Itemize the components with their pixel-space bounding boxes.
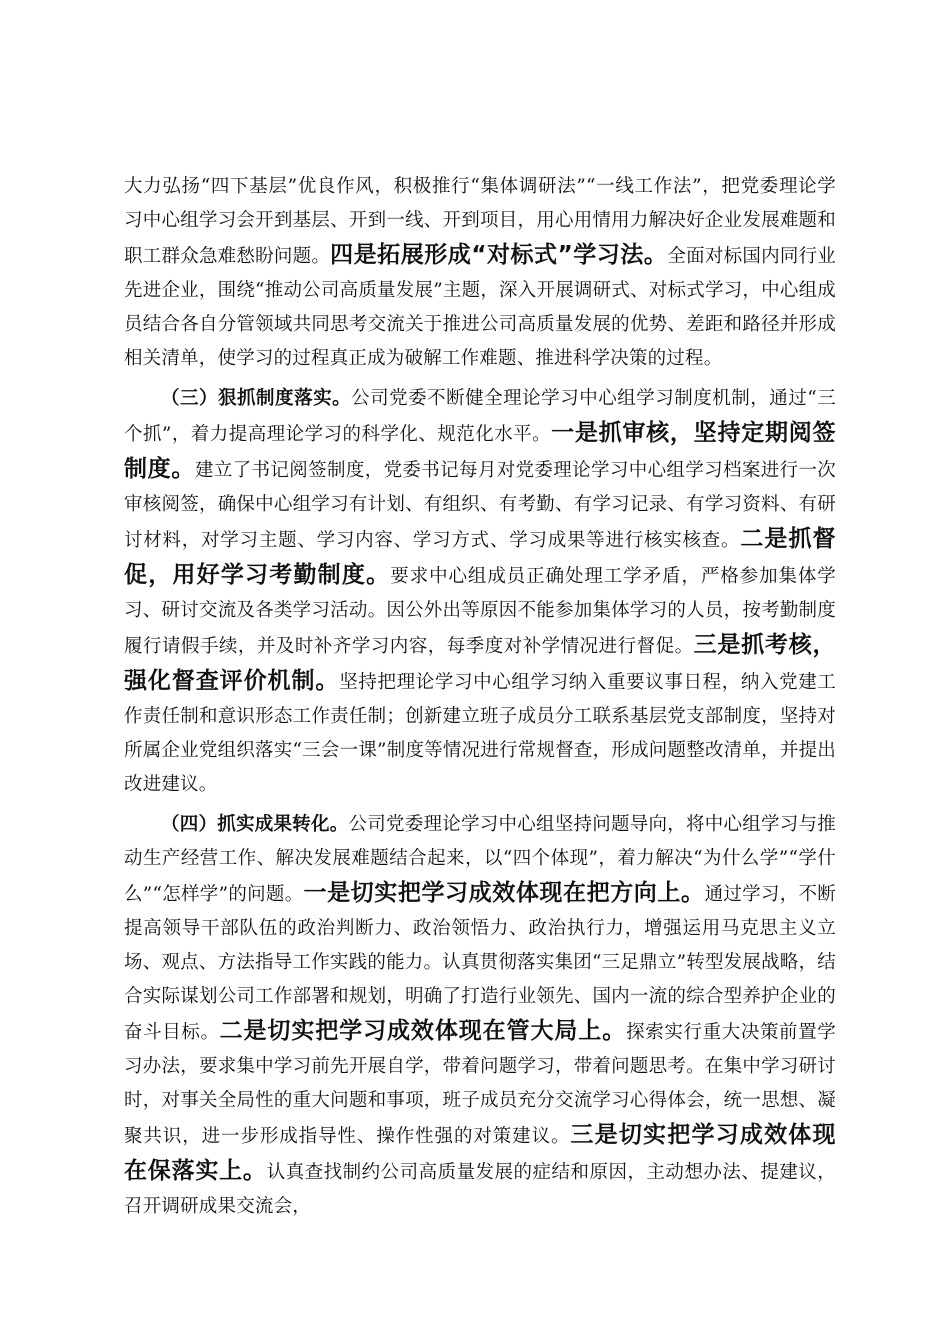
emphasized-point: 一是抓审核，坚持定期阅签制度。: [124, 420, 837, 482]
body-text: 公司党委理论学习中心组坚持问题导向，将中心组学习与推动生产经营工作、解决发展难题结合起来，以“四个体现”，着力解决“为什么学”“学什么”“怎样学”的问题。: [124, 814, 836, 905]
body-paragraph: [124, 382, 836, 802]
body-text: 通过学习，不断提高领导干部队伍的政治判断力、政治领悟力、政治执行力，增强运用马克思主义立场、观点、方法指导工作实践的能力。认真贯彻落实集团“三足鼎立”转型发展战略，结合实际谋划公司工作部署和规划，明确了打造行业领先、国内一流的综合型养护企业的奋斗目标。: [124, 884, 837, 1043]
emphasized-point: 一是切实把学习成效体现在把方向上。: [303, 880, 705, 906]
section-heading: （三）狠抓制度落实。: [161, 388, 352, 409]
body-text: 认真查找制约公司高质量发展的症结和原因，主动想办法、提建议，召开调研成果交流会，: [124, 1162, 836, 1217]
section-heading: （四）抓实成果转化。: [161, 814, 349, 835]
document-body: [124, 170, 836, 1230]
emphasized-point: 三是切实把学习成效体现在保落实上。: [124, 1122, 836, 1184]
body-text: 大力弘扬“四下基层”优良作风，积极推行“集体调研法”“一线工作法”，把党委理论学习中心组学习会开到基层、开到一线、开到项目，用心用情用力解决好企业发展难题和职工群众急难愁盼问题。: [124, 176, 836, 267]
emphasized-point: 三是抓考核，强化督查评价机制。: [124, 632, 836, 694]
body-paragraph: [124, 808, 836, 1224]
emphasized-point: 二是抓督促，用好学习考勤制度。: [124, 526, 837, 588]
body-text: 探索实行重大决策前置学习办法，要求集中学习前先开展自学，带着问题学习，带着问题思考。在集中学习研讨时，对事关全局性的重大问题和事项，班子成员充分交流学习心得体会，统一思想、凝聚共识，进一步形成指导性、操作性强的对策建议。: [124, 1022, 836, 1147]
body-paragraph: [124, 170, 836, 376]
body-text: 全面对标国内同行业先进企业，围绕“推动公司高质量发展”主题，深入开展调研式、对标式学习，中心组成员结合各自分管领域共同思考交流关于推进公司高质量发展的优势、差距和路径并形成相关清单，使学习的过程真正成为破解工作难题、推进科学决策的过程。: [124, 246, 837, 369]
emphasized-point: 四是拓展形成“对标式”学习法。: [330, 242, 668, 268]
body-text: 坚持把理论学习中心组学习纳入重要议事日程，纳入党建工作责任制和意识形态工作责任制；创新建立班子成员分工联系基层党支部制度，坚持对所属企业党组织落实“三会一课”制度等情况进行常规督查，形成问题整改清单，并提出改进建议。: [124, 672, 837, 795]
body-text: 公司党委不断健全理论学习中心组学习制度机制，通过“三个抓”，着力提高理论学习的科学化、规范化水平。: [124, 388, 836, 445]
emphasized-point: 二是切实把学习成效体现在管大局上。: [219, 1018, 627, 1044]
body-text: 建立了书记阅签制度，党委书记每月对党委理论学习中心组学习档案进行一次审核阅签，确保中心组学习有计划、有组织、有考勤、有学习记录、有学习资料、有研讨材料，对学习主题、学习内容、学习方式、学习成果等进行核实核查。: [124, 460, 837, 551]
body-text: 要求中心组成员正确处理工学矛盾，严格参加集体学习、研讨交流及各类学习活动。因公外出等原因不能参加集体学习的人员，按考勤制度履行请假手续，并及时补齐学习内容，每季度对补学情况进行督促。: [124, 566, 836, 657]
